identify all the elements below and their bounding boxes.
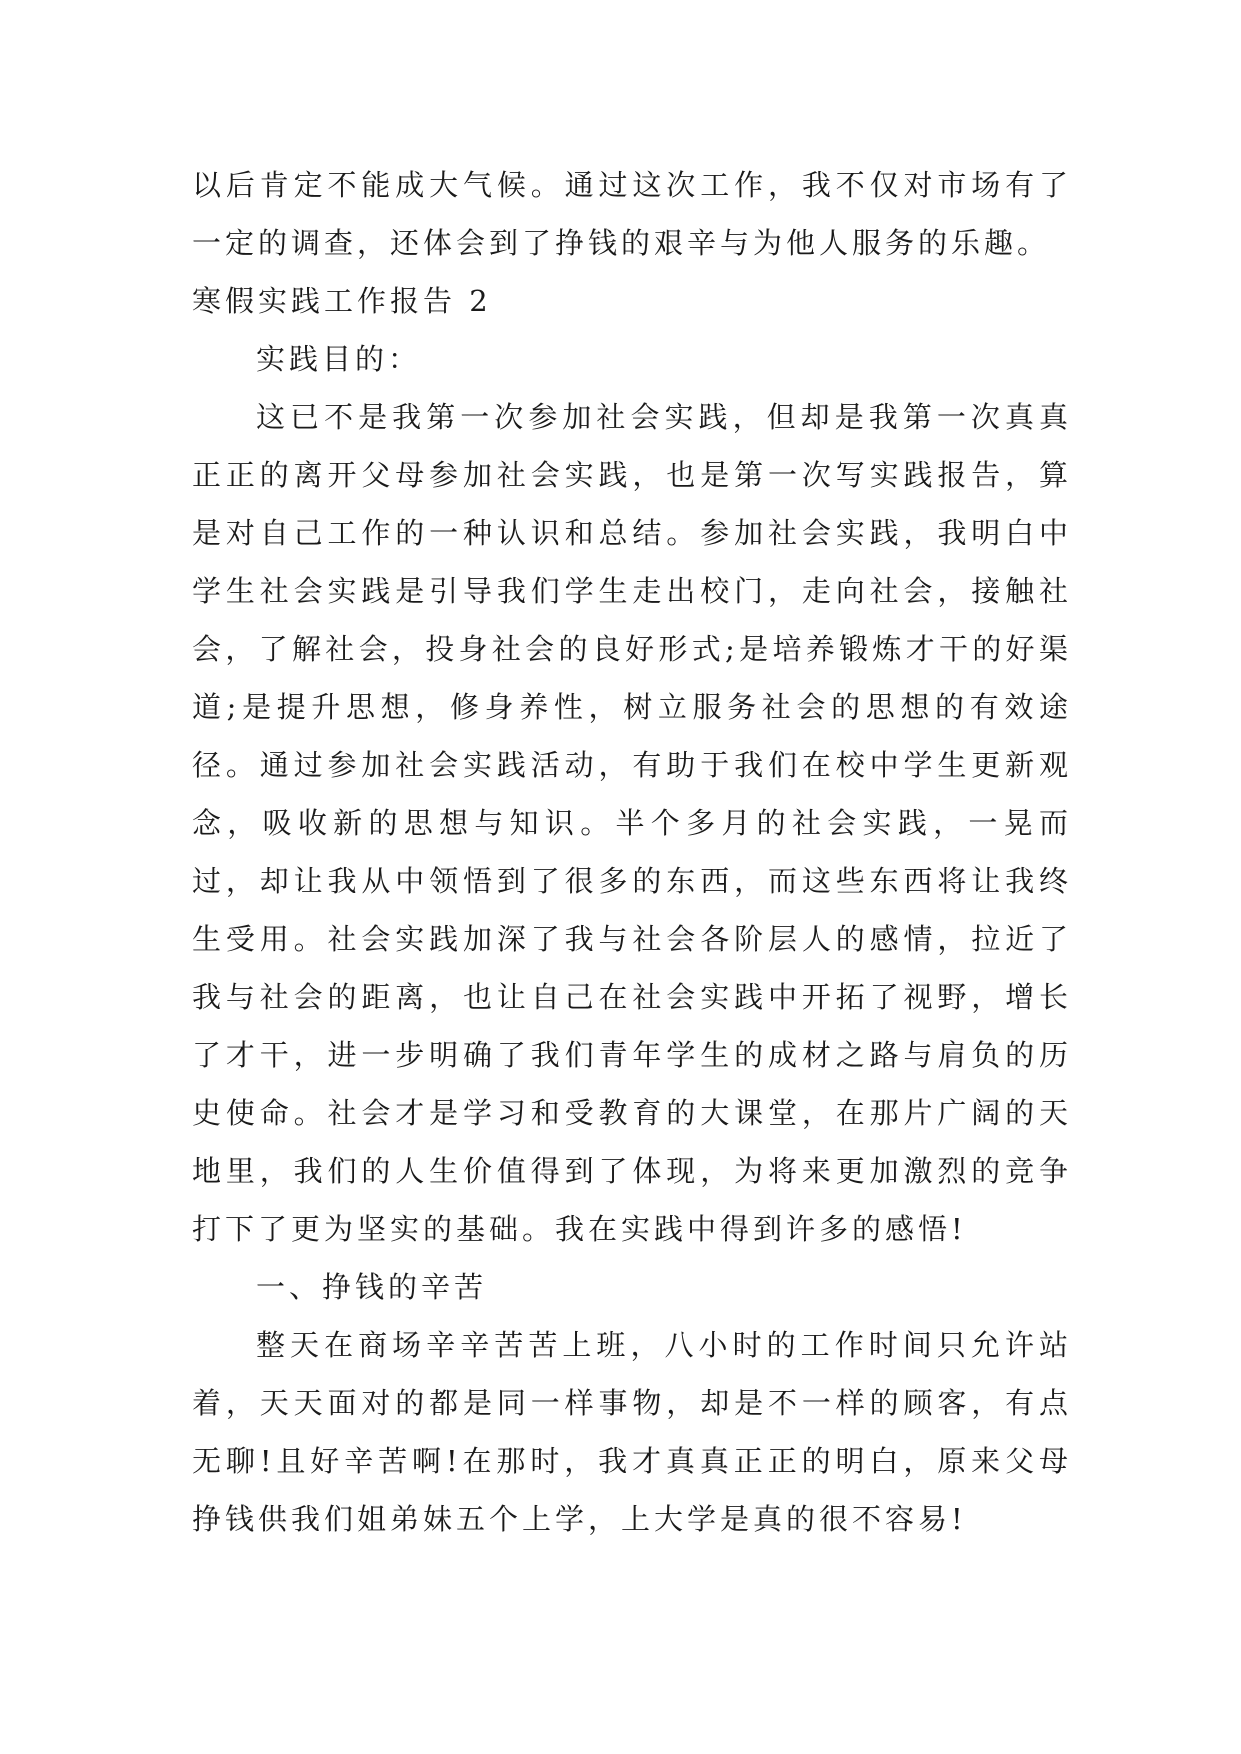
- paragraph-hardship-body: 整天在商场辛辛苦苦上班，八小时的工作时间只允许站着，天天面对的都是同一样事物，却是不一样的顾客，有点无聊!且好辛苦啊!在那时，我才真真正正的明白，原来父母挣钱供我们姐弟妹五个上学，上大学是真的很不容易!: [192, 1328, 1072, 1536]
- report-title: 寒假实践工作报告 2: [192, 284, 492, 318]
- paragraph-purpose-body: 这已不是我第一次参加社会实践，但却是我第一次真真正正的离开父母参加社会实践，也是第一次写实践报告，算是对自己工作的一种认识和总结。参加社会实践，我明白中学生社会实践是引导我们学生走出校门，走向社会，接触社会，了解社会，投身社会的良好形式;是培养锻炼才干的好渠道;是提升思想，修身养性，树立服务社会的思想的有效途径。通过参加社会实践活动，有助于我们在校中学生更新观念，吸收新的思想与知识。半个多月的社会实践，一晃而过，却让我从中领悟到了很多的东西，而这些东西将让我终生受用。社会实践加深了我与社会各阶层人的感情，拉近了我与社会的距离，也让自己在社会实践中开拓了视野，增长了才干，进一步明确了我们青年学生的成材之路与肩负的历史使命。社会才是学习和受教育的大课堂，在那片广阔的天地里，我们的人生价值得到了体现，为将来更加激烈的竞争打下了更为坚实的基础。我在实践中得到许多的感悟!: [192, 400, 1072, 1246]
- section-heading-hardship: 一、挣钱的辛苦: [256, 1270, 488, 1304]
- paragraph-intro-conclusion: 以后肯定不能成大气候。通过这次工作，我不仅对市场有了一定的调查，还体会到了挣钱的艰辛与为他人服务的乐趣。: [192, 168, 1072, 260]
- document-body: [192, 156, 1072, 1548]
- section-heading-purpose: 实践目的：: [256, 342, 422, 376]
